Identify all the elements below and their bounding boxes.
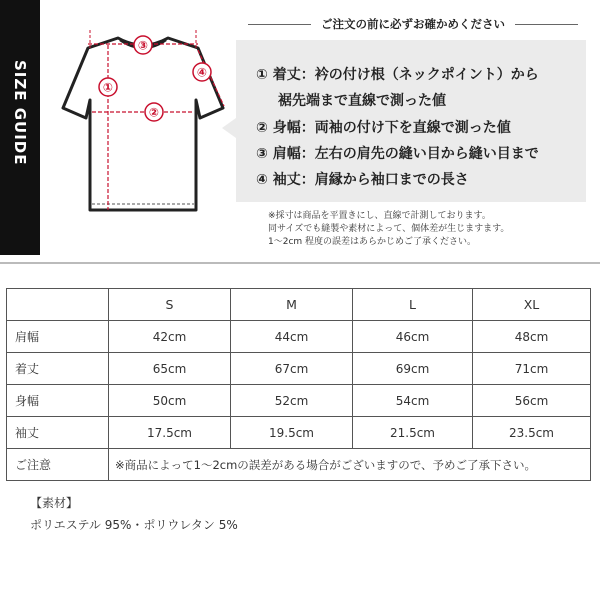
info-line-3: ③ 肩幅：左右の肩先の縫い目から縫い目まで <box>256 146 539 162</box>
row-label: 着丈 <box>7 353 109 385</box>
footnote-3: 1～2cm 程度の誤差はあらかじめご了承ください。 <box>268 237 477 247</box>
table-cell: 69cm <box>353 353 473 385</box>
notice-header <box>248 14 578 34</box>
table-note-row <box>7 449 591 481</box>
materials-body: ポリエステル 95%・ポリウレタン 5% <box>30 518 238 532</box>
table-cell: 44cm <box>231 321 353 353</box>
header-cell-m: M <box>231 289 353 321</box>
table-cell: 54cm <box>353 385 473 417</box>
svg-text:②: ② <box>148 105 160 120</box>
note-label: ご注意 <box>7 449 109 481</box>
size-table <box>6 288 591 481</box>
size-guide-label: SIZE GUIDE <box>11 60 29 166</box>
note-text: ※商品によって1～2cmの誤差がある場合がございますので、予めご了承下さい。 <box>109 449 591 481</box>
table-header-row <box>7 289 591 321</box>
label-4-icon <box>193 63 211 81</box>
notice-header-text: ご注文の前に必ずお確かめください <box>321 17 505 31</box>
table-cell: 65cm <box>109 353 231 385</box>
row-label: 肩幅 <box>7 321 109 353</box>
header-cell-empty <box>7 289 109 321</box>
materials-title: 【素材】 <box>30 496 79 510</box>
header-cell-l: L <box>353 289 473 321</box>
size-guide-tab <box>0 0 40 255</box>
table-cell: 56cm <box>473 385 591 417</box>
table-cell: 42cm <box>109 321 231 353</box>
table-row <box>7 417 591 449</box>
label-3-icon <box>134 36 152 54</box>
row-label: 身幅 <box>7 385 109 417</box>
label-2-icon <box>145 103 163 121</box>
table-cell: 71cm <box>473 353 591 385</box>
table-cell: 48cm <box>473 321 591 353</box>
row-label: 袖丈 <box>7 417 109 449</box>
measurement-info-box <box>236 40 586 202</box>
table-row <box>7 353 591 385</box>
table-cell: 52cm <box>231 385 353 417</box>
section-divider <box>0 262 600 264</box>
table-cell: 67cm <box>231 353 353 385</box>
info-line-2: ② 身幅：両袖の付け下を直線で測った値 <box>256 120 511 136</box>
speech-pointer <box>222 118 236 138</box>
table-cell: 23.5cm <box>473 417 591 449</box>
table-cell: 21.5cm <box>353 417 473 449</box>
header-cell-s: S <box>109 289 231 321</box>
label-1-icon <box>99 78 117 96</box>
footnote-2: 同サイズでも縫製や素材によって、個体差が生じますます。 <box>268 224 510 234</box>
table-cell: 46cm <box>353 321 473 353</box>
table-row <box>7 321 591 353</box>
table-row <box>7 385 591 417</box>
svg-text:①: ① <box>102 80 114 95</box>
table-cell: 17.5cm <box>109 417 231 449</box>
tshirt-diagram <box>48 20 238 220</box>
table-cell: 50cm <box>109 385 231 417</box>
header-cell-xl: XL <box>473 289 591 321</box>
svg-text:③: ③ <box>137 38 149 53</box>
svg-text:④: ④ <box>196 65 208 80</box>
info-line-4: ④ 袖丈：肩縁から袖口までの長さ <box>256 172 469 188</box>
footnote-1: ※採寸は商品を平置きにし、直線で計測しております。 <box>268 211 491 221</box>
table-cell: 19.5cm <box>231 417 353 449</box>
info-line-1: ① 着丈：衿の付け根（ネックポイント）から <box>256 67 539 83</box>
info-line-1b: 裾先端まで直線で測った値 <box>278 93 446 109</box>
